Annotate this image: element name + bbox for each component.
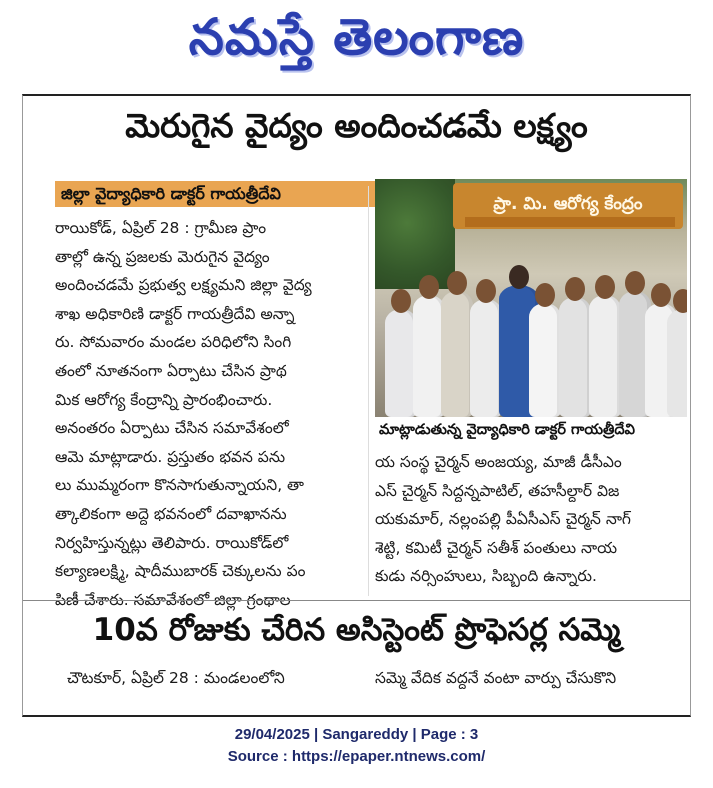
article-subhead: జిల్లా వైద్యాధికారి డాక్టర్ గాయత్రీదేవి — [55, 181, 390, 207]
body-text-line: య సంస్థ చైర్మన్ అంజయ్య, మాజీ డీసీఎం — [375, 453, 622, 471]
body-text-line: రాయికోడ్, ఏప్రిల్ 28 : గ్రామీణ ప్రాం — [55, 219, 267, 237]
body-text-line: చౌటకూర్, ఏప్రిల్ 28 : మండలంలోని — [67, 669, 285, 687]
article-right-column — [375, 448, 687, 591]
body-text-line: కుడు నర్సింహులు, సిబ్బంది ఉన్నారు. — [375, 567, 597, 586]
person-figure — [667, 309, 687, 417]
person-head — [447, 271, 467, 295]
footer-edition-info: 29/04/2025 | Sangareddy | Page : 3 — [234, 726, 479, 743]
person-head — [535, 283, 555, 307]
body-text-line: మిక ఆరోగ్య కేంద్రాన్ని ప్రారంభించారు. — [55, 390, 273, 409]
body-text-line: యకుమార్, నల్లంపల్లి పీఏసీఎస్ చైర్మన్ నాగ్ — [375, 510, 631, 529]
person-head — [565, 277, 585, 301]
photo-banner-strip — [465, 217, 675, 227]
article-divider — [23, 600, 690, 601]
cutoff-fade — [23, 702, 690, 717]
person-head — [625, 271, 645, 295]
person-figure — [529, 303, 561, 417]
body-text-line: శాఖ అధికారిణి డాక్టర్ గాయత్రీదేవి అన్నా — [55, 304, 295, 323]
masthead-title: నమస్తే తెలంగాణ — [188, 7, 525, 66]
person-figure — [441, 291, 473, 417]
person-head — [673, 289, 687, 313]
photo-caption: మాట్లాడుతున్న వైద్యాధికారి డాక్టర్ గాయత్రీదేవి — [375, 418, 687, 442]
photo-banner: ప్రా. మి. ఆరోగ్య కేంద్రం — [453, 183, 683, 229]
body-text-line: ఎస్ చైర్మన్ సిద్దన్నపాటిల్, తహసీల్దార్ విజ — [375, 481, 620, 500]
second-article-headline: 10వ రోజుకు చేరిన అసిస్టెంట్ ప్రొఫెసర్ల సమ్మె — [92, 612, 621, 648]
body-text-line: తంలో నూతనంగా ఏర్పాటు చేసిన ప్రాథ — [55, 361, 287, 380]
person-head — [595, 275, 615, 299]
page-footer — [0, 724, 713, 768]
body-text-line: కల్యాణలక్ష్మి, షాదీముబారక్ చెక్కులను పం — [55, 562, 306, 581]
article-photo — [375, 179, 687, 417]
person-head — [476, 279, 496, 303]
body-text-line: ఆమె మాట్లాడారు. ప్రస్తుతం భవన పను — [55, 447, 286, 466]
body-text-line: త్కాలికంగా అద్దె భవనంలో దవాఖానను — [55, 504, 287, 523]
body-text-line: అందించడమే ప్రభుత్వ లక్ష్యమని జిల్లా వైద్య — [55, 276, 312, 295]
second-article-left-column — [67, 664, 367, 693]
body-text-line: సమ్మె వేదిక వద్దనే వంటా వార్పు చేసుకొని — [375, 669, 617, 687]
person-head — [419, 275, 439, 299]
person-head — [391, 289, 411, 313]
body-text-line: పిణీ చేశారు. సమావేశంలో జిల్లా గ్రంథాల — [55, 590, 291, 609]
person-head — [651, 283, 671, 307]
news-page — [22, 94, 691, 717]
person-head — [509, 265, 529, 289]
person-figure — [559, 297, 591, 417]
tree-foliage — [375, 179, 455, 289]
article-left-column — [55, 214, 393, 614]
body-text-line: నిర్వహిస్తున్నట్లు తెలిపారు. రాయికోడ్‌లో — [55, 533, 289, 552]
body-text-line: లు ముమ్మరంగా కొనసాగుతున్నాయని, తా — [55, 476, 304, 495]
masthead — [0, 0, 713, 86]
column-divider — [368, 186, 369, 596]
person-figure — [470, 299, 502, 417]
body-text-line: తాల్లో ఉన్న ప్రజలకు మెరుగైన వైద్యం — [55, 247, 270, 266]
body-text-line: రు. సోమవారం మండల పరిధిలోని సింగి — [55, 333, 292, 352]
article-headline: మెరుగైన వైద్యం అందించడమే లక్ష్యం — [125, 106, 588, 145]
second-article-right-column — [375, 664, 687, 693]
person-figure — [589, 295, 621, 417]
body-text-line: శెట్టి, కమిటీ చైర్మన్ సతీశ్ పంతులు నాయ — [375, 538, 618, 557]
body-text-line: అనంతరం ఏర్పాటు చేసిన సమావేశంలో — [55, 419, 289, 438]
footer-source-link[interactable]: Source : https://epaper.ntnews.com/ — [227, 748, 486, 765]
